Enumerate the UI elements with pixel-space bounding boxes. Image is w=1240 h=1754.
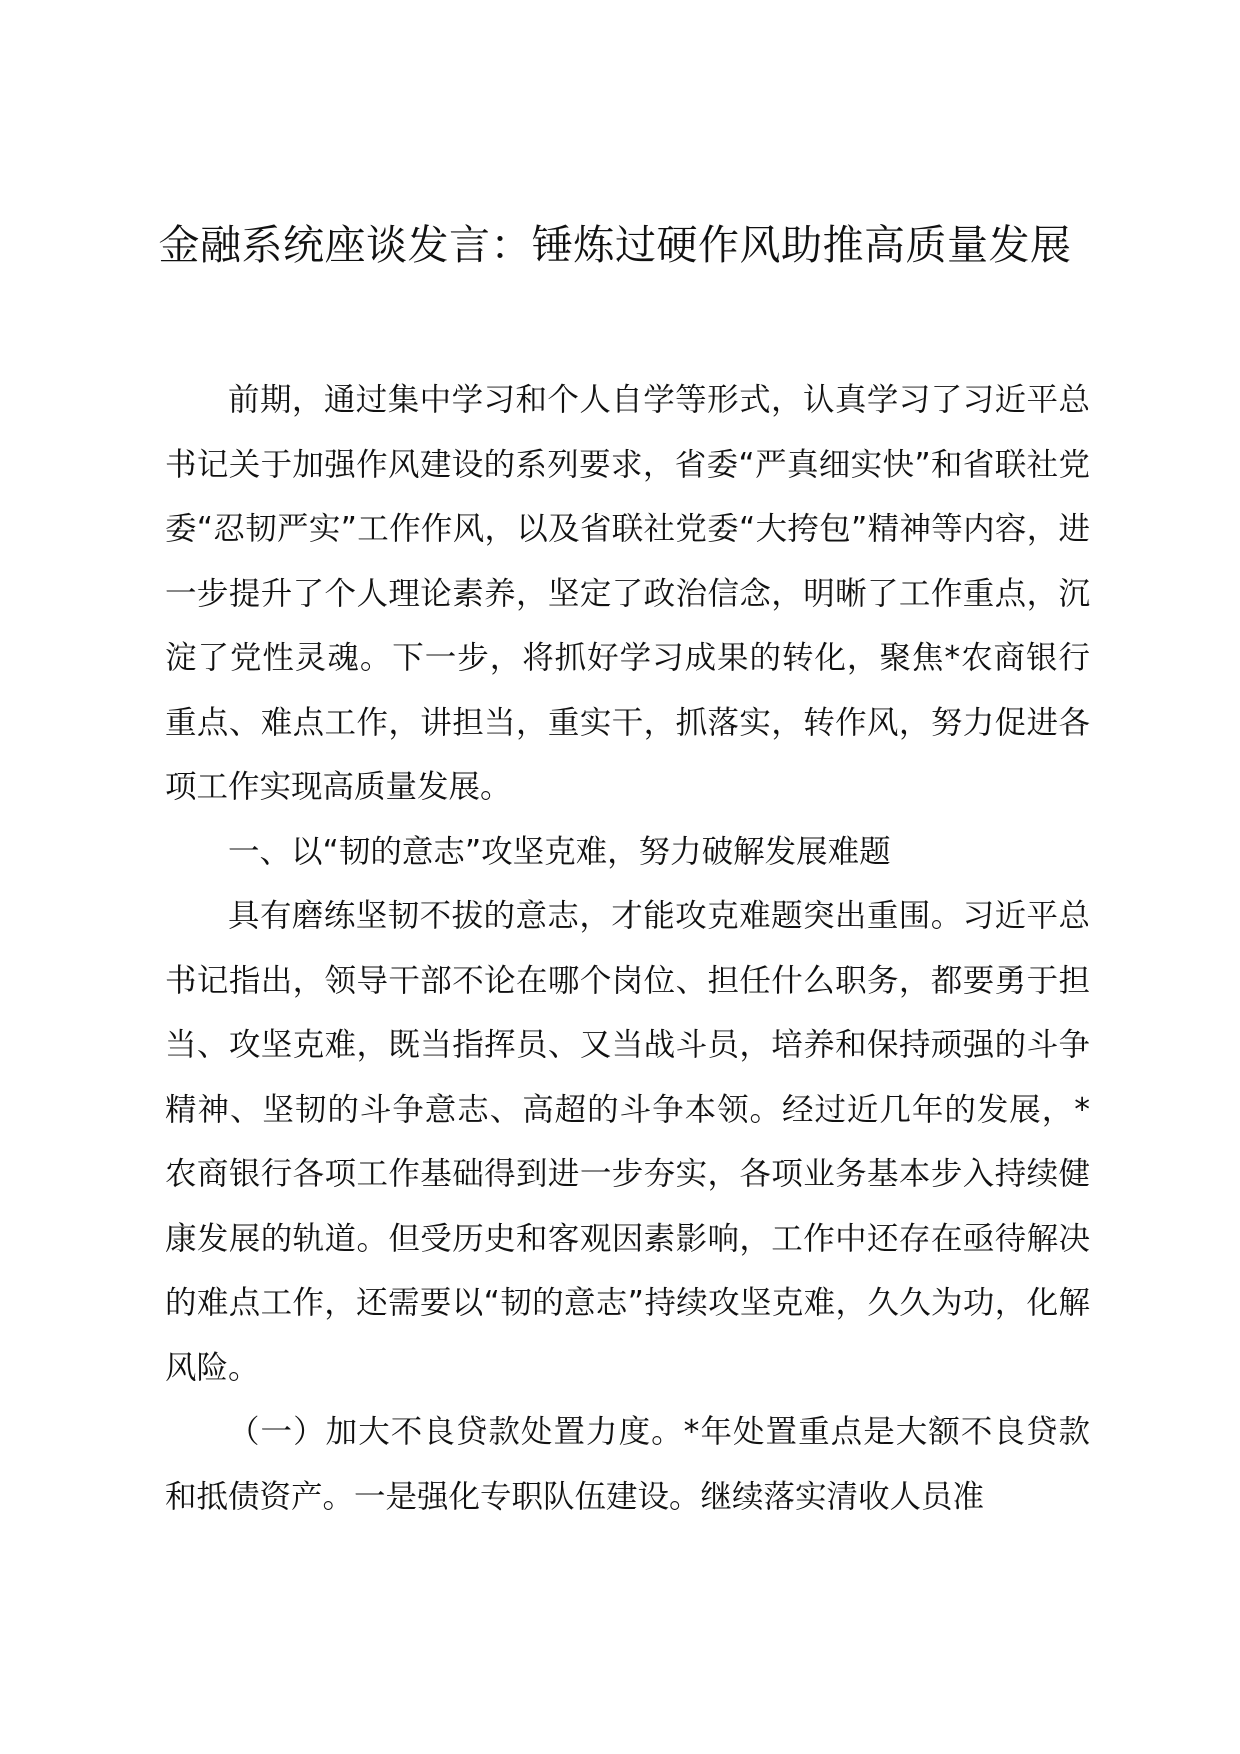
section-heading: 一、以“韧的意志”攻坚克难，努力破解发展难题	[228, 833, 891, 870]
document-body	[165, 368, 1090, 1529]
subsection-paragraph: （一）加大不良贷款处置力度。*年处置重点是大额不良贷款和抵债资产。一是强化专职队伍建设。继续落实清收人员准	[165, 1414, 1090, 1515]
document-title: 金融系统座谈发言：锤炼过硬作风助推高质量发展	[158, 221, 1072, 269]
section-paragraph: 具有磨练坚韧不拔的意志，才能攻克难题突出重围。习近平总书记指出，领导干部不论在哪个岗位、担任什么职务，都要勇于担当、攻坚克难，既当指挥员、又当战斗员，培养和保持顽强的斗争精神、坚韧的斗争意志、高超的斗争本领。经过近几年的发展，*农商银行各项工作基础得到进一步夯实，各项业务基本步入持续健康发展的轨道。但受历史和客观因素影响，工作中还存在亟待解决的难点工作，还需要以“韧的意志”持续攻坚克难，久久为功，化解风险。	[165, 898, 1090, 1386]
intro-paragraph: 前期，通过集中学习和个人自学等形式，认真学习了习近平总书记关于加强作风建设的系列要求，省委“严真细实快”和省联社党委“忍韧严实”工作作风，以及省联社党委“大挎包”精神等内容，进一步提升了个人理论素养，坚定了政治信念，明晰了工作重点，沉淀了党性灵魂。下一步，将抓好学习成果的转化，聚焦*农商银行重点、难点工作，讲担当，重实干，抓落实，转作风，努力促进各项工作实现高质量发展。	[165, 382, 1090, 805]
